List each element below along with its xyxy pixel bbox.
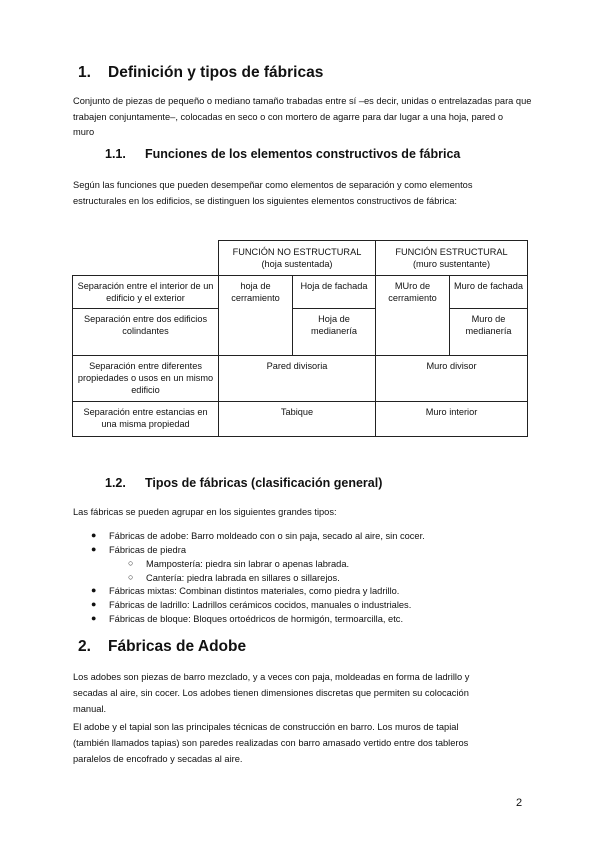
paragraph-adobe-2: El adobe y el tapial son las principales técnicas de construcción en barro. Los muros de tapial (también llamados tapias) son paredes realizadas con barro amasado vertido entre dos tableros paralelos de encofrado y secadas al aire. [73,722,469,764]
heading-section-1: 1. Definición y tipos de fábricas [78,64,324,81]
cell: Muro de medianería [450,309,528,356]
list-item: Mampostería: piedra sin labrar o apenas labrada. [146,559,350,569]
paragraph-types-intro: Las fábricas se pueden agrupar en los siguientes grandes tipos: [73,507,337,517]
list-item: Fábricas de ladrillo: Ladrillos cerámicos cocidos, manuales o industriales. [109,600,412,610]
table-row [73,356,528,402]
paragraph-adobe-1: Los adobes son piezas de barro mezclado, y a veces con paja, moldeadas en forma de ladrillo y secadas al aire, sin cocer. Los adobes tienen dimensiones discretas que permiten su colocación manual. [73,672,470,714]
row-label: Separación entre diferentes propiedades o usos en un mismo edificio [73,356,219,402]
functions-table [72,240,528,437]
list-item: Fábricas mixtas: Combinan distintos materiales, como piedra y ladrillo. [109,586,400,596]
cell: Hoja de fachada [293,276,376,309]
header-structural: FUNCIÓN ESTRUCTURAL (muro sustentante) [376,241,528,276]
hollow-bullet-icon: ○ [128,558,134,568]
bullet-icon: ● [91,613,97,623]
list-item: Cantería: piedra labrada en sillares o sillarejos. [146,573,340,583]
cell: MUro de cerramiento [376,276,450,356]
list-item: Fábricas de adobe: Barro moldeado con o sin paja, secado al aire, sin cocer. [109,531,425,541]
bullet-icon: ● [91,585,97,595]
heading-section-1-2: 1.2. Tipos de fábricas (clasificación general) [105,476,383,490]
cell: Muro de fachada [450,276,528,309]
row-label: Separación entre el interior de un edificio y el exterior [73,276,219,309]
paragraph-functions: Según las funciones que pueden desempeñar como elementos de separación y como elementos estructurales en los edificios, se distinguen los siguientes elementos constructivos de fábrica: [73,180,473,206]
cell: Muro divisor [376,356,528,402]
row-label: Separación entre estancias en una misma propiedad [73,402,219,437]
table-corner [73,241,219,276]
header-non-structural: FUNCIÓN NO ESTRUCTURAL (hoja sustentada) [219,241,376,276]
bullet-icon: ● [91,599,97,609]
heading-section-2: 2. Fábricas de Adobe [78,638,247,655]
bullet-icon: ● [91,530,97,540]
heading-section-1-1: 1.1. Funciones de los elementos constructivos de fábrica [105,147,461,161]
list-item: Fábricas de bloque: Bloques ortoédricos de hormigón, termoarcilla, etc. [109,614,404,624]
cell: Pared divisoria [219,356,376,402]
list-item: Fábricas de piedra [109,545,186,555]
table-row [73,402,528,437]
page-number: 2 [516,797,523,809]
paragraph-definition: Conjunto de piezas de pequeño o mediano tamaño trabadas entre sí –es decir, unidas o entrelazadas para que trabajen conjuntamente–, colocadas en seco o con mortero de agarre para dar lugar a una hoja, pared o muro [73,96,532,137]
hollow-bullet-icon: ○ [128,572,134,582]
row-label: Separación entre dos edificios colindantes [73,309,219,356]
cell: hoja de cerramiento [219,276,293,356]
cell: Tabique [219,402,376,437]
table-row [73,309,528,356]
bullet-icon: ● [91,544,97,554]
table-row [73,276,528,309]
cell: Hoja de medianería [293,309,376,356]
cell: Muro interior [376,402,528,437]
